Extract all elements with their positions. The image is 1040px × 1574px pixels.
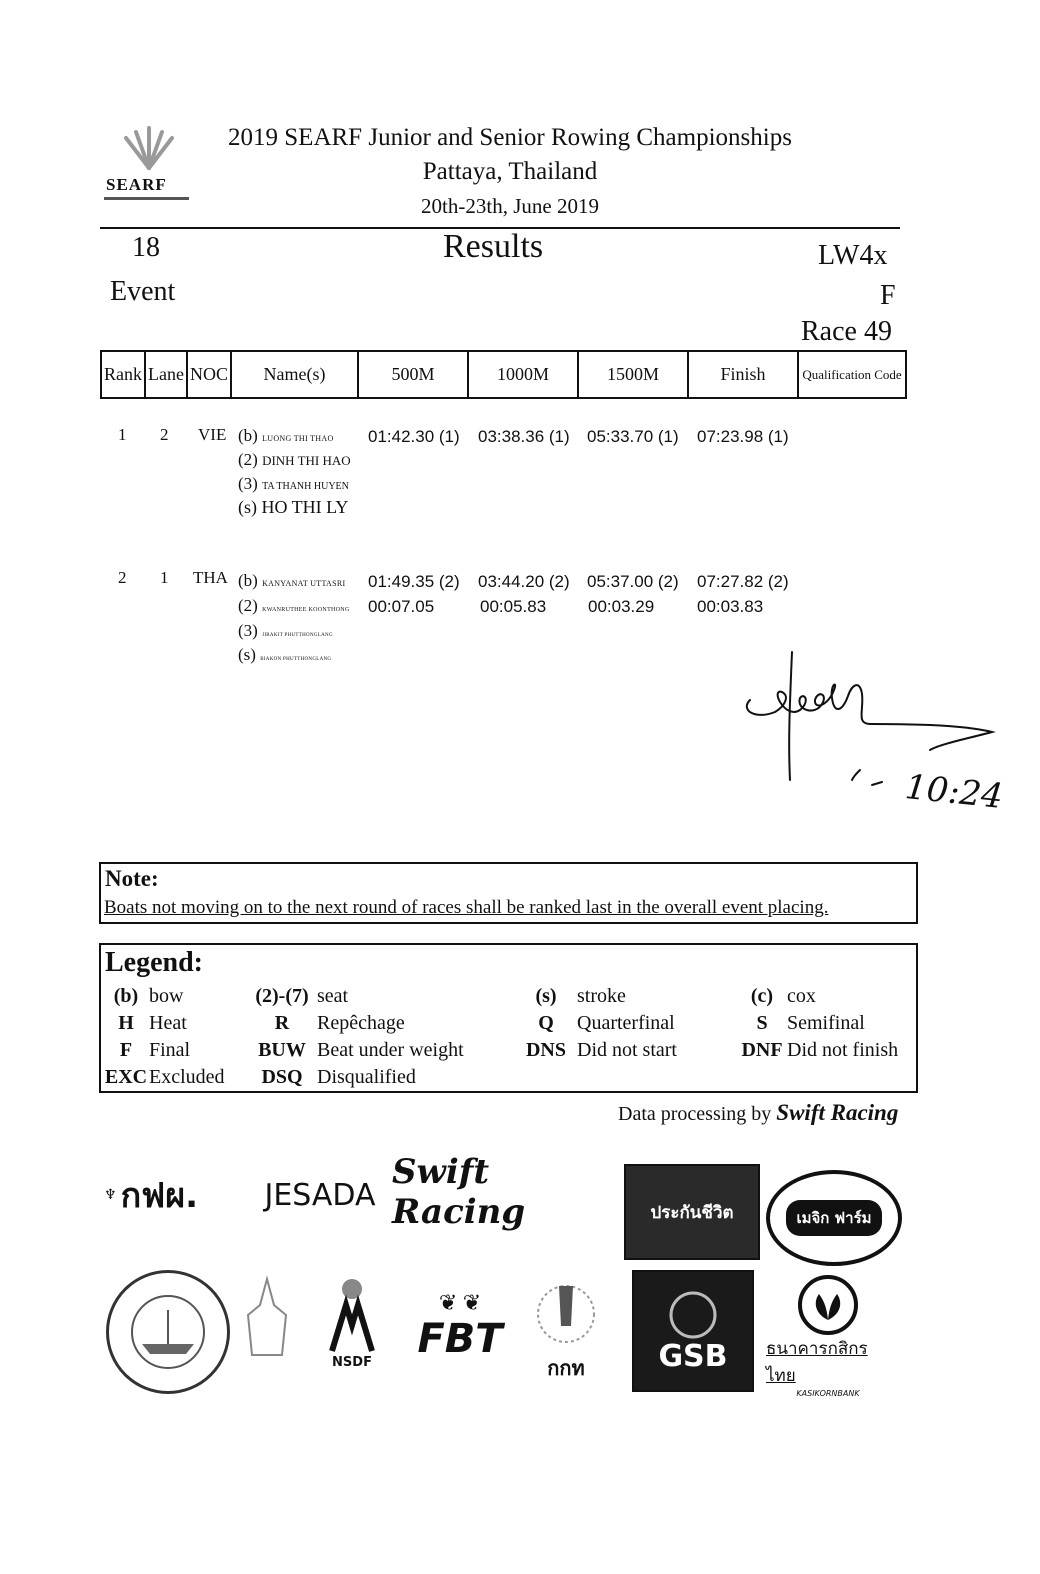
processing-label: Data processing by xyxy=(618,1103,772,1125)
crew-member xyxy=(238,621,333,641)
gsb-emblem-icon xyxy=(663,1289,723,1339)
legend-code: F xyxy=(119,1039,133,1061)
searf-logo-text: SEARF xyxy=(106,175,167,194)
sat-emblem-icon xyxy=(531,1272,601,1352)
results-column-header xyxy=(100,350,907,399)
athlete-name: LUONG THI THAO xyxy=(262,434,334,443)
athlete-name: HO THI LY xyxy=(261,497,349,517)
crew-member xyxy=(238,571,345,591)
legend-code: H xyxy=(118,1012,134,1034)
crew-member xyxy=(238,497,348,518)
col-500m: 500M xyxy=(358,351,468,398)
results-heading: Results xyxy=(443,228,544,265)
legend-meaning: Did not finish xyxy=(787,1039,899,1061)
championship-dates: 20th-23th, June 2019 xyxy=(421,194,599,218)
legend-code: R xyxy=(274,1012,290,1034)
legend-code: DNF xyxy=(741,1039,783,1061)
kasikornbank-logo: ธนาคารกสิกรไทย KASIKORNBANK xyxy=(766,1274,890,1398)
royal-emblem-icon xyxy=(242,1275,292,1375)
boat-class: LW4x xyxy=(818,240,888,271)
seat: (s) xyxy=(238,645,256,664)
data-processing-credit xyxy=(618,1100,898,1126)
athlete-name: DINH THI HAO xyxy=(262,453,351,468)
legend-meaning: cox xyxy=(787,985,816,1007)
event-label: Event xyxy=(110,276,176,307)
sat-logo: กกท xyxy=(520,1266,612,1390)
athlete-name: KANYANAT UTTASRI xyxy=(262,579,346,588)
legend-meaning: stroke xyxy=(577,985,626,1007)
event-number: 18 xyxy=(132,232,160,263)
legend-code: DSQ xyxy=(261,1066,303,1088)
seat: (3) xyxy=(238,621,258,640)
diff-finish: 00:03.83 xyxy=(697,597,764,616)
col-1000m: 1000M xyxy=(468,351,578,398)
gsb-logo: GSB xyxy=(632,1270,754,1392)
legend-meaning: Heat xyxy=(149,1012,187,1034)
crew-member xyxy=(238,450,351,470)
seat: (b) xyxy=(238,426,258,445)
rank: 1 xyxy=(118,425,127,444)
kbank-leaf-icon xyxy=(797,1274,859,1335)
col-noc: NOC xyxy=(187,351,231,398)
championship-location: Pattaya, Thailand xyxy=(422,158,598,185)
legend-table xyxy=(103,983,898,1091)
col-1500m: 1500M xyxy=(578,351,688,398)
athlete-name: BIAKON PHUTTHONGLANG xyxy=(260,657,332,662)
legend-meaning: bow xyxy=(149,985,184,1007)
crew-member xyxy=(238,645,331,665)
legend-title: Legend: xyxy=(105,947,203,978)
seat: (2) xyxy=(238,596,258,615)
col-names: Name(s) xyxy=(231,351,358,398)
swift-racing-logo: Swift Racing xyxy=(392,1152,526,1232)
split-500m: 01:42.30 (1) xyxy=(368,427,460,446)
athlete-name: KWANRUTHEE KOONTHONG xyxy=(262,607,350,613)
seat: (3) xyxy=(238,474,258,493)
col-finish: Finish xyxy=(688,351,798,398)
note-title: Note: xyxy=(105,866,159,891)
noc: THA xyxy=(193,568,228,587)
col-qualification: Qualification Code xyxy=(798,351,906,398)
emblem-logo xyxy=(238,1270,296,1380)
col-lane: Lane xyxy=(145,351,187,398)
championship-title: 2019 SEARF Junior and Senior Rowing Championships xyxy=(228,124,792,151)
lane: 2 xyxy=(160,425,169,444)
nsdf-logo: NSDF xyxy=(312,1264,392,1380)
note-text: Boats not moving on to the next round of races shall be ranked last in the overall event placing. xyxy=(104,897,829,918)
col-rank: Rank xyxy=(101,351,145,398)
handwritten-time: 10:24 xyxy=(903,766,1005,818)
laurel-icon: ❦ ❦ xyxy=(438,1290,482,1315)
crew-member xyxy=(238,474,349,494)
legend-meaning: Disqualified xyxy=(317,1066,416,1088)
torch-icon: ♆ xyxy=(104,1187,117,1203)
seat: (b) xyxy=(238,571,258,590)
legend-code: Q xyxy=(538,1012,554,1034)
round-code: F xyxy=(880,280,896,311)
race-number: Race 49 xyxy=(801,316,892,347)
legend-code: BUW xyxy=(258,1039,306,1061)
legend-meaning: Repêchage xyxy=(317,1012,405,1034)
legend-meaning: Beat under weight xyxy=(317,1039,464,1061)
seat: (2) xyxy=(238,450,258,469)
legend-code: (2)-(7) xyxy=(255,985,309,1007)
seat: (s) xyxy=(238,497,257,517)
lane: 1 xyxy=(160,568,169,587)
split-1000m: 03:38.36 (1) xyxy=(478,427,570,446)
finish-time: 07:23.98 (1) xyxy=(697,427,789,446)
legend-code: (s) xyxy=(535,985,557,1007)
legend-code: S xyxy=(756,1012,768,1034)
seal-emblem-icon xyxy=(128,1292,208,1372)
legend-meaning: seat xyxy=(317,985,349,1007)
legend-code: (b) xyxy=(113,985,139,1007)
nsdf-emblem-icon xyxy=(322,1275,382,1355)
insurance-logo: ประกันชีวิต xyxy=(624,1164,760,1260)
legend-meaning: Final xyxy=(149,1039,191,1061)
athlete-name: JIRAKIT PHUTTHONGLANG xyxy=(262,633,333,638)
crew-member xyxy=(238,426,334,446)
legend-code: EXC xyxy=(104,1066,148,1088)
jesada-logo: JESADA xyxy=(264,1177,376,1213)
legend-meaning: Excluded xyxy=(149,1066,225,1088)
rank: 2 xyxy=(118,568,127,587)
processing-brand: Swift Racing xyxy=(776,1100,899,1125)
legend-box xyxy=(99,943,918,1093)
legend-meaning: Quarterfinal xyxy=(577,1012,675,1034)
port-authority-seal xyxy=(106,1270,230,1394)
athlete-name: TA THANH HUYEN xyxy=(262,481,349,492)
crew-member xyxy=(238,596,350,616)
magic-farm-logo: เมจิก ฟาร์ม xyxy=(766,1170,902,1266)
finish-time: 07:27.82 (2) xyxy=(697,572,789,591)
split-1500m: 05:33.70 (1) xyxy=(587,427,679,446)
note-box xyxy=(99,862,918,924)
split-1500m: 05:37.00 (2) xyxy=(587,572,679,591)
split-500m: 01:49.35 (2) xyxy=(368,572,460,591)
legend-code: (c) xyxy=(750,985,774,1007)
legend-code: DNS xyxy=(525,1039,566,1061)
diff-1000m: 00:05.83 xyxy=(480,597,547,616)
split-1000m: 03:44.20 (2) xyxy=(478,572,570,591)
noc: VIE xyxy=(198,425,227,444)
legend-meaning: Did not start xyxy=(577,1039,677,1061)
diff-1500m: 00:03.29 xyxy=(588,597,655,616)
egat-logo: ♆ กฟผ. xyxy=(104,1176,199,1216)
legend-meaning: Semifinal xyxy=(787,1012,865,1034)
fbt-logo: ❦ ❦ FBT xyxy=(417,1290,503,1362)
diff-500m: 00:07.05 xyxy=(368,597,435,616)
